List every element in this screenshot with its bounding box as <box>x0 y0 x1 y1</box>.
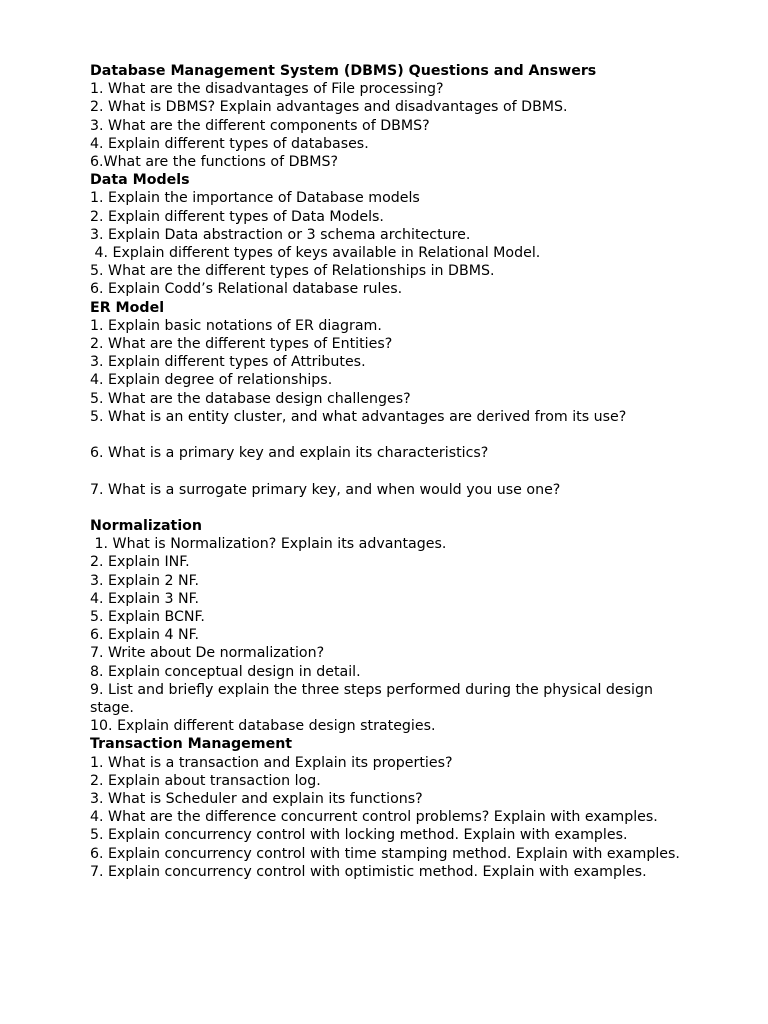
question-item: 4. Explain different types of databases. <box>90 135 369 152</box>
question-item: 2. What are the different types of Entities? <box>90 336 393 353</box>
question-item: 4. Explain degree of relationships. <box>90 372 333 389</box>
question-item: 4. Explain different types of keys available in Relational Model. <box>90 245 541 262</box>
question-item: 10. Explain different database design strategies. <box>90 718 436 735</box>
question-item: 7. What is a surrogate primary key, and when would you use one? <box>90 481 561 498</box>
question-item: 5. Explain BCNF. <box>90 609 205 626</box>
question-item: 2. Explain about transaction log. <box>90 772 321 789</box>
question-item: 6. What is a primary key and explain its characteristics? <box>90 445 489 462</box>
blank-line <box>90 462 690 480</box>
question-item: 9. List and briefly explain the three steps performed during the physical design stage. <box>90 681 658 717</box>
question-item: 3. Explain Data abstraction or 3 schema architecture. <box>90 226 471 243</box>
document-page <box>90 62 690 881</box>
question-item: 3. Explain different types of Attributes. <box>90 354 366 371</box>
document-sections <box>90 80 690 881</box>
question-item: 2. Explain different types of Data Models. <box>90 208 384 225</box>
question-item: 5. Explain concurrency control with locking method. Explain with examples. <box>90 827 628 844</box>
question-item: 2. Explain INF. <box>90 554 190 571</box>
question-item: 4. Explain 3 NF. <box>90 590 200 607</box>
question-item: 6. Explain 4 NF. <box>90 627 200 644</box>
question-item: 7. Write about De normalization? <box>90 645 325 662</box>
section-heading: Transaction Management <box>90 736 293 753</box>
blank-line <box>90 499 690 517</box>
question-item: 5. What are the database design challenges? <box>90 390 411 407</box>
section-heading: ER Model <box>90 299 165 316</box>
section-heading: Normalization <box>90 518 203 535</box>
section-heading: Data Models <box>90 172 190 189</box>
question-item: 1. Explain the importance of Database models <box>90 190 420 207</box>
question-item: 1. Explain basic notations of ER diagram. <box>90 317 382 334</box>
question-item: 4. What are the difference concurrent control problems? Explain with examples. <box>90 809 658 826</box>
question-item: 8. Explain conceptual design in detail. <box>90 663 361 680</box>
question-item: 3. What is Scheduler and explain its functions? <box>90 791 423 808</box>
question-item: 6.What are the functions of DBMS? <box>90 154 339 171</box>
question-item: 6. Explain concurrency control with time stamping method. Explain with examples. <box>90 845 680 862</box>
question-item: 1. What is a transaction and Explain its properties? <box>90 754 453 771</box>
question-item: 2. What is DBMS? Explain advantages and disadvantages of DBMS. <box>90 99 568 116</box>
blank-line <box>90 426 690 444</box>
question-item: 3. Explain 2 NF. <box>90 572 200 589</box>
question-item: 1. What is Normalization? Explain its advantages. <box>90 536 447 553</box>
question-item: 5. What is an entity cluster, and what advantages are derived from its use? <box>90 408 627 425</box>
document-title: Database Management System (DBMS) Questions and Answers <box>90 63 597 79</box>
question-item: 3. What are the different components of DBMS? <box>90 117 430 134</box>
question-item: 5. What are the different types of Relationships in DBMS. <box>90 263 495 280</box>
question-item: 6. Explain Codd’s Relational database rules. <box>90 281 403 298</box>
question-item: 1. What are the disadvantages of File processing? <box>90 81 444 98</box>
question-item: 7. Explain concurrency control with optimistic method. Explain with examples. <box>90 863 647 880</box>
